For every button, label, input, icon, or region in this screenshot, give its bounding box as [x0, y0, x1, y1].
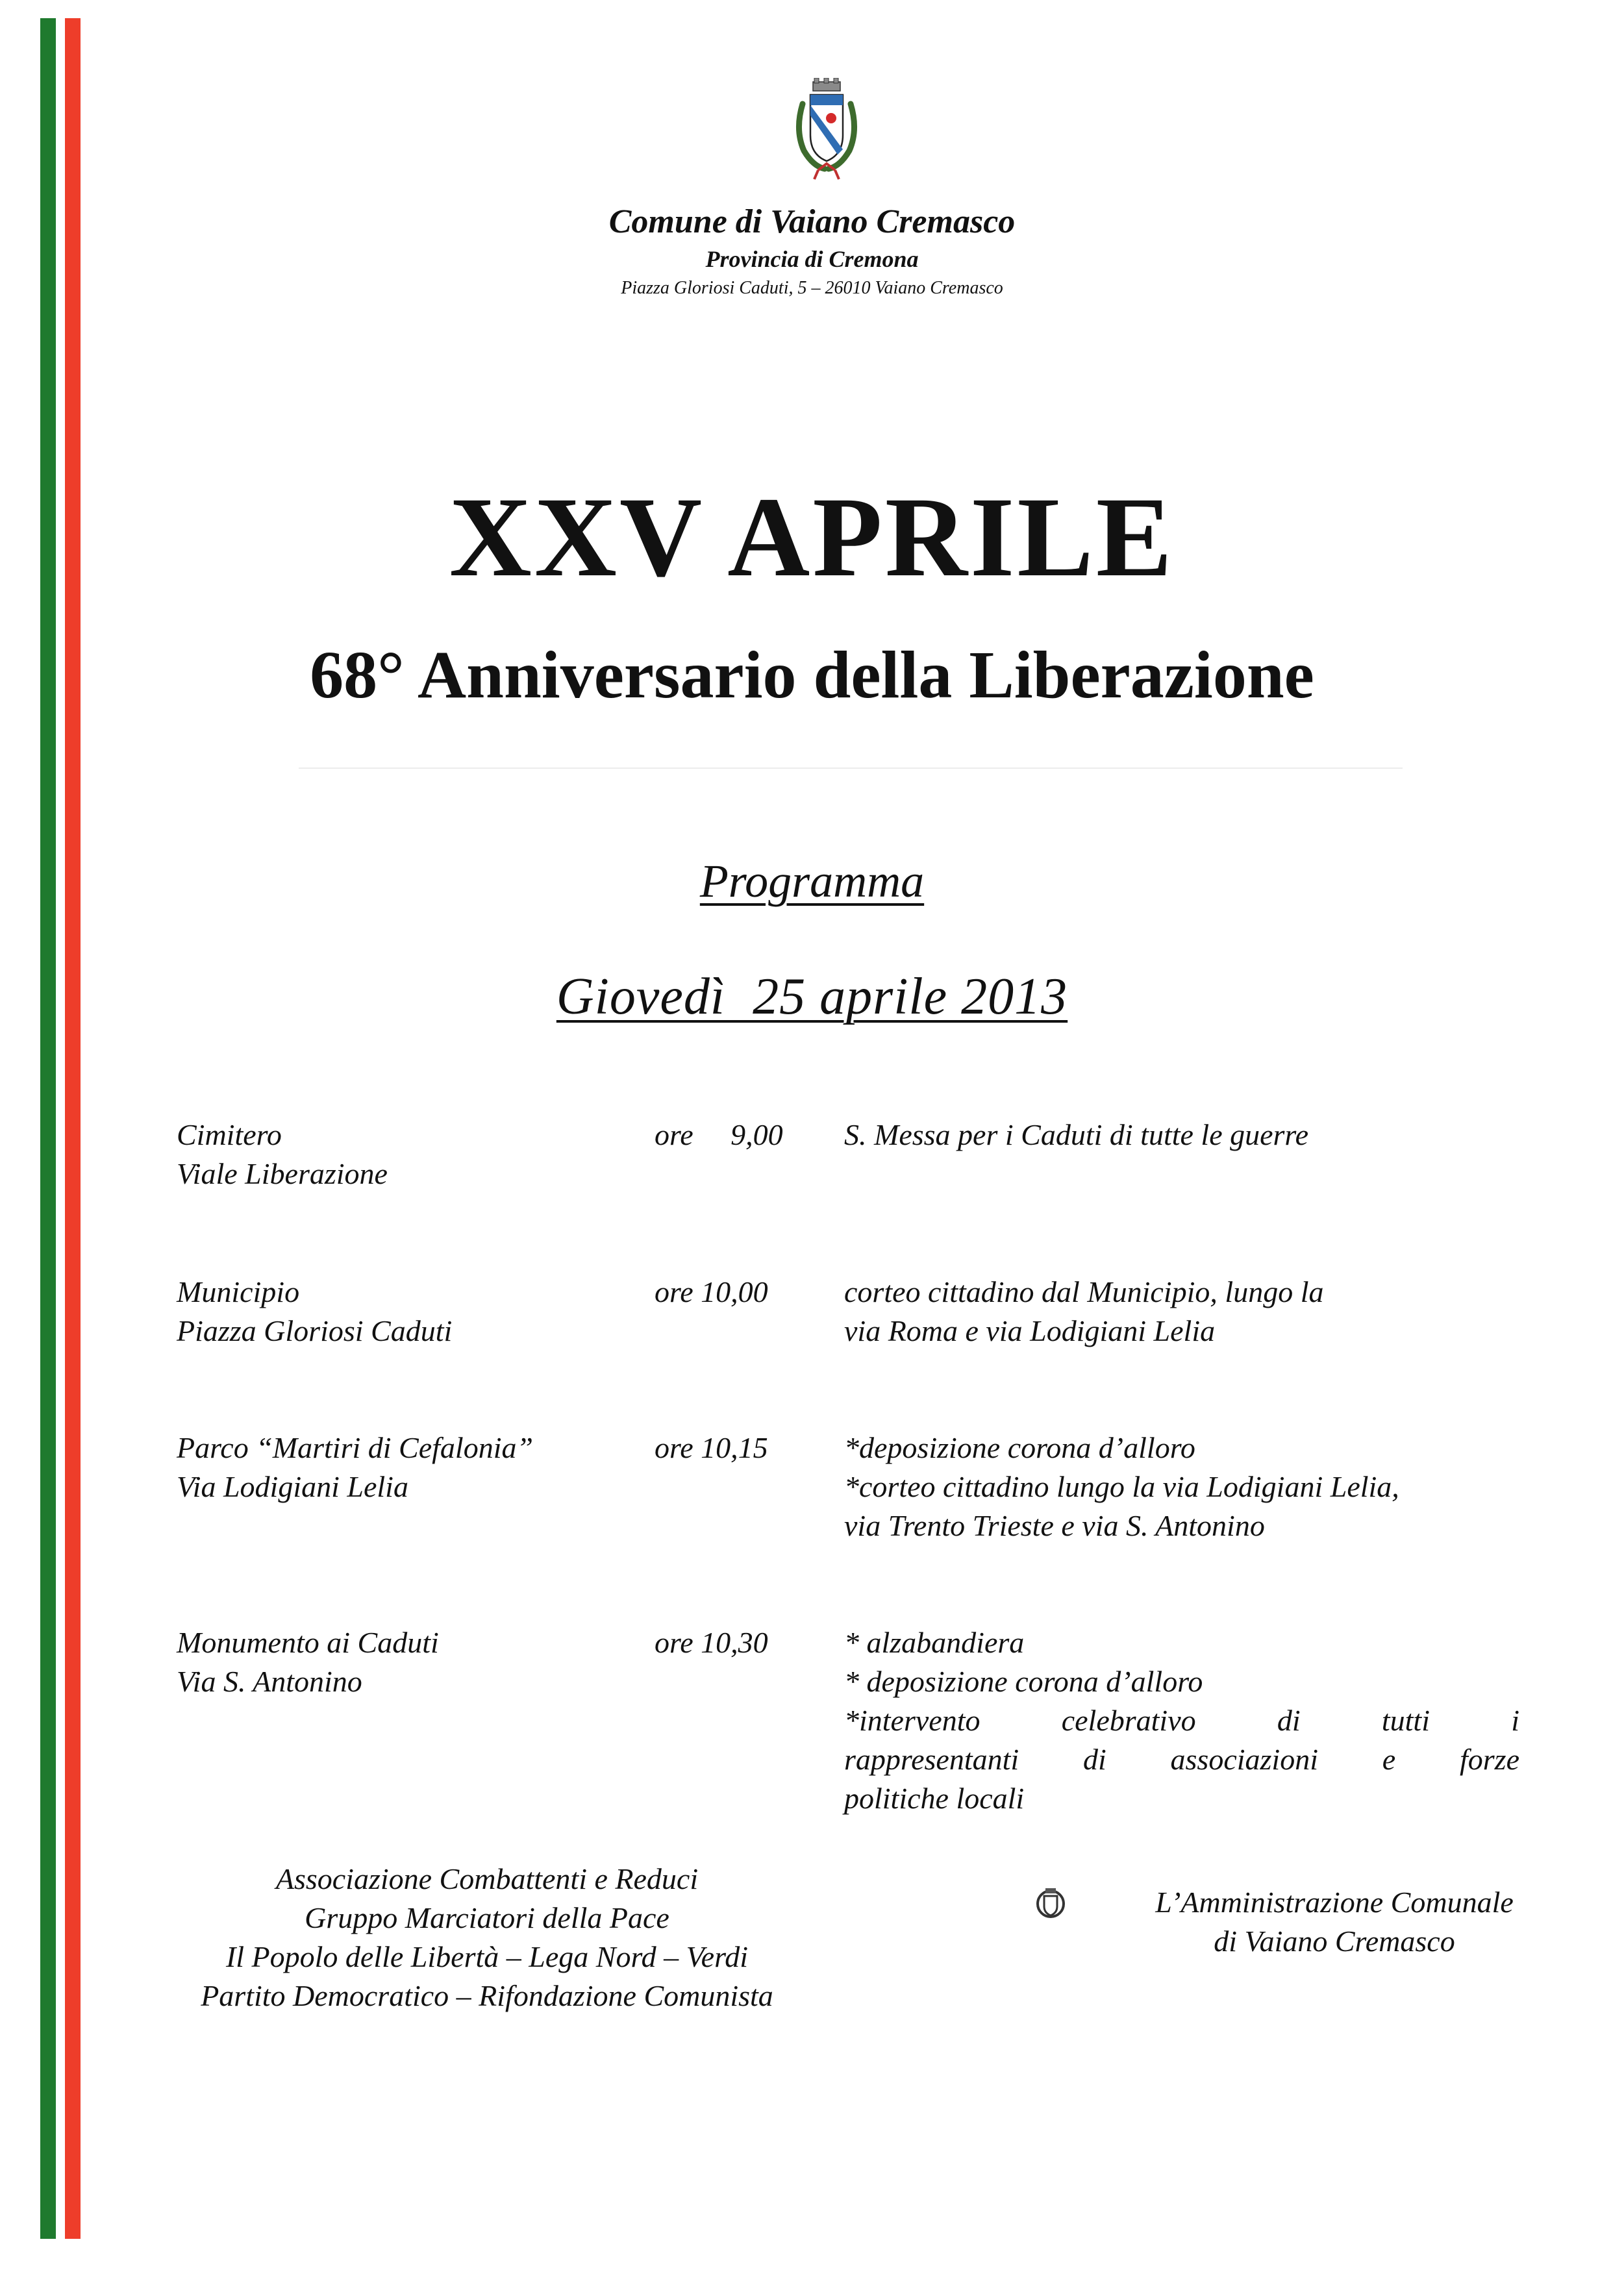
provincia-name: Provincia di Cremona — [705, 246, 919, 272]
event-location — [177, 1428, 631, 1506]
event-time: ore 10,15 — [655, 1431, 768, 1464]
event-description-line: * deposizione corona d’alloro — [844, 1665, 1203, 1698]
event-location-line: Via Lodigiani Lelia — [177, 1470, 408, 1503]
event-description-line: *deposizione corona d’alloro — [844, 1431, 1195, 1464]
administration-text — [1091, 1883, 1578, 1961]
event-description — [844, 1273, 1519, 1351]
small-coat-of-arms-icon — [1032, 1884, 1069, 1921]
flag-stripe-green — [40, 18, 56, 2239]
event-location-line: Via S. Antonino — [177, 1665, 362, 1698]
municipal-administration-signature — [1032, 1883, 1578, 1961]
event-time: ore 10,00 — [655, 1275, 768, 1308]
event-description-line: via Trento Trieste e via S. Antonino — [844, 1509, 1265, 1542]
paper-fold-line — [299, 767, 1403, 769]
event-location-line: Monumento ai Caduti — [177, 1626, 439, 1659]
programma-heading — [0, 854, 1624, 908]
event-location-line: Municipio — [177, 1275, 300, 1308]
organizer-line: Associazione Combattenti e Reduci — [275, 1862, 699, 1895]
event-location-line: Cimitero — [177, 1118, 282, 1151]
event-date-text: Giovedì 25 aprile 2013 — [556, 968, 1068, 1025]
event-description-line: * alzabandiera — [844, 1626, 1025, 1659]
event-location — [177, 1116, 631, 1193]
event-description-line: politiche locali — [844, 1782, 1025, 1815]
event-description — [844, 1428, 1519, 1545]
crown-icon — [813, 78, 840, 91]
comune-name: Comune di Vaiano Cremasco — [608, 203, 1016, 240]
event-description-line: rappresentanti di associazioni e forze — [844, 1743, 1519, 1776]
coat-of-arms-icon — [791, 78, 862, 182]
organizer-line: Partito Democratico – Rifondazione Comunista — [201, 1979, 773, 2012]
event-description — [844, 1623, 1519, 1818]
event-description-line: *corteo cittadino lungo la via Lodigiani Lelia, — [844, 1470, 1399, 1503]
event-location — [177, 1623, 631, 1701]
programma-label: Programma — [699, 855, 925, 907]
event-description-line: S. Messa per i Caduti di tutte le guerre — [844, 1118, 1309, 1151]
event-location-line: Viale Liberazione — [177, 1157, 388, 1190]
event-description — [844, 1116, 1519, 1154]
event-date — [0, 967, 1624, 1027]
event-description-line: via Roma e via Lodigiani Lelia — [844, 1314, 1216, 1347]
subtitle: 68° Anniversario della Liberazione — [310, 638, 1314, 712]
main-title: XXV APRILE — [449, 474, 1175, 601]
organizers-list — [130, 1860, 844, 2015]
event-location-line: Piazza Gloriosi Caduti — [177, 1314, 453, 1347]
comune-address: Piazza Gloriosi Caduti, 5 – 26010 Vaiano Cremasco — [621, 278, 1003, 298]
event-location — [177, 1273, 631, 1351]
organizer-line: Gruppo Marciatori della Pace — [305, 1901, 669, 1934]
administration-line: L’Amministrazione Comunale — [1155, 1886, 1514, 1919]
flag-stripe-red — [65, 18, 81, 2239]
event-time: ore 10,30 — [655, 1626, 768, 1659]
event-location-line: Parco “Martiri di Cefalonia” — [177, 1431, 534, 1464]
administration-line: di Vaiano Cremasco — [1214, 1925, 1455, 1958]
organizer-line: Il Popolo delle Libertà – Lega Nord – Verdi — [225, 1940, 749, 1973]
event-description-line: corteo cittadino dal Municipio, lungo la — [844, 1275, 1324, 1308]
event-time: ore 9,00 — [655, 1118, 783, 1151]
event-description-line: *intervento celebrativo di tutti i — [844, 1704, 1519, 1737]
